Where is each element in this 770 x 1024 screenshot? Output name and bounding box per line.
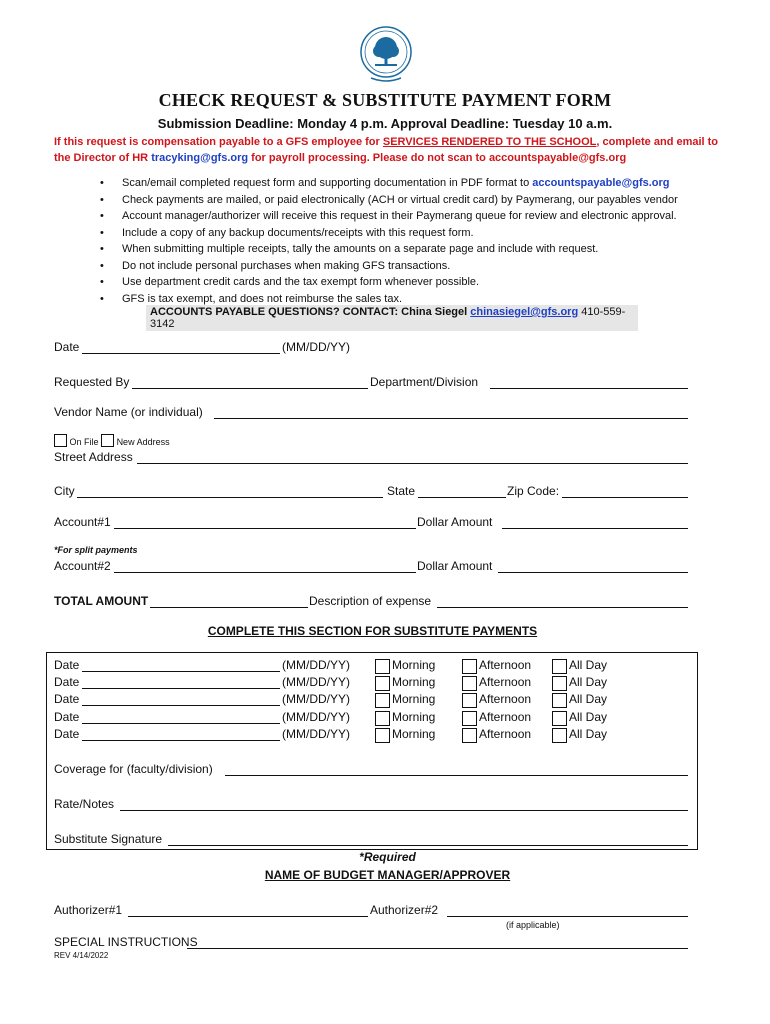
authorizer2-label: Authorizer#2 [370, 903, 439, 917]
city-label: City [54, 484, 75, 498]
afternoon-label: Afternoon [479, 675, 532, 689]
vendor-label: Vendor Name (or individual) [54, 405, 203, 419]
substitute-date-field[interactable] [82, 710, 280, 724]
substitute-date-format: (MM/DD/YY) [282, 727, 350, 741]
substitute-date-label: Date [54, 692, 80, 706]
deadline-text: Submission Deadline: Monday 4 p.m. Approval Deadline: Tuesday 10 a.m. [157, 116, 613, 131]
morning-label: Morning [392, 692, 436, 706]
all-day-checkbox[interactable] [552, 728, 567, 743]
if-applicable-note: (if applicable) [506, 920, 560, 930]
account2-label: Account#2 [54, 559, 111, 573]
all-day-checkbox[interactable] [552, 711, 567, 726]
school-seal-logo [359, 22, 413, 86]
morning-checkbox[interactable] [375, 711, 390, 726]
morning-label: Morning [392, 710, 436, 724]
special-instructions-label: SPECIAL INSTRUCTIONS [54, 935, 198, 949]
morning-checkbox[interactable] [375, 676, 390, 691]
substitute-date-format: (MM/DD/YY) [282, 658, 350, 672]
coverage-field[interactable] [225, 762, 688, 776]
substitute-date-label: Date [54, 710, 80, 724]
afternoon-checkbox[interactable] [462, 728, 477, 743]
hr-notice: If this request is compensation payable to a GFS employee for SERVICES RENDERED TO THE SCHOOL, complete and email to the Director of HR tracyking@gfs.org for payroll processing. Please do not scan to accountspayable@gfs.org [54, 136, 719, 164]
substitute-signature-field[interactable] [168, 832, 688, 846]
state-label: State [387, 484, 416, 498]
rate-notes-field[interactable] [120, 797, 688, 811]
dollar1-field[interactable] [502, 515, 688, 529]
date-field[interactable] [82, 340, 280, 354]
substitute-date-field[interactable] [82, 658, 280, 672]
services-rendered-text: SERVICES RENDERED TO THE SCHOOL [382, 136, 597, 148]
rate-notes-label: Rate/Notes [54, 797, 115, 811]
on-file-label: On File [69, 437, 99, 447]
morning-checkbox[interactable] [375, 693, 390, 708]
on-file-checkbox[interactable] [54, 434, 67, 447]
instruction-item: • GFS is tax exempt, and does not reimburse the sales tax. [100, 291, 740, 308]
city-field[interactable] [77, 484, 383, 498]
account1-label: Account#1 [54, 515, 111, 529]
instruction-item: • Use department credit cards and the tax exempt form whenever possible. [100, 274, 740, 291]
afternoon-label: Afternoon [479, 710, 532, 724]
dollar1-label: Dollar Amount [417, 515, 493, 529]
all-day-label: All Day [569, 675, 608, 689]
authorizer2-field[interactable] [447, 903, 688, 917]
morning-checkbox[interactable] [375, 728, 390, 743]
substitute-date-field[interactable] [82, 692, 280, 706]
dollar2-label: Dollar Amount [417, 559, 493, 573]
instruction-item: • Do not include personal purchases when making GFS transactions. [100, 258, 740, 275]
date-label: Date [54, 340, 80, 354]
required-note: *Required [359, 850, 416, 864]
contact-banner: ACCOUNTS PAYABLE QUESTIONS? CONTACT: China Siegel chinasiegel@gfs.org 410-559-3142 [146, 305, 638, 331]
total-amount-label: TOTAL AMOUNT [54, 594, 149, 608]
zip-field[interactable] [562, 484, 688, 498]
instructions-list [100, 175, 740, 307]
substitute-date-format: (MM/DD/YY) [282, 675, 350, 689]
requested-by-field[interactable] [132, 375, 368, 389]
date-format-label: (MM/DD/YY) [282, 340, 350, 354]
afternoon-checkbox[interactable] [462, 676, 477, 691]
afternoon-label: Afternoon [479, 658, 532, 672]
all-day-checkbox[interactable] [552, 676, 567, 691]
coverage-label: Coverage for (faculty/division) [54, 762, 213, 776]
substitute-date-format: (MM/DD/YY) [282, 710, 350, 724]
account1-field[interactable] [114, 515, 416, 529]
substitute-date-field[interactable] [82, 727, 280, 741]
total-amount-field[interactable] [150, 594, 308, 608]
afternoon-checkbox[interactable] [462, 659, 477, 674]
accounts-payable-email-link[interactable]: accountspayable@gfs.org [532, 177, 670, 189]
split-payment-note: *For split payments [54, 545, 138, 555]
zip-label: Zip Code: [507, 484, 560, 498]
instruction-item: • Check payments are mailed, or paid electronically (ACH or virtual credit card) by Paymerang, our payables vendor [100, 192, 740, 209]
all-day-label: All Day [569, 710, 608, 724]
morning-label: Morning [392, 675, 436, 689]
all-day-label: All Day [569, 692, 608, 706]
substitute-heading: COMPLETE THIS SECTION FOR SUBSTITUTE PAYMENTS [207, 624, 538, 638]
all-day-checkbox[interactable] [552, 659, 567, 674]
instruction-item: • Include a copy of any backup documents/receipts with this request form. [100, 225, 740, 242]
revision-date: REV 4/14/2022 [54, 951, 109, 960]
all-day-checkbox[interactable] [552, 693, 567, 708]
authorizer1-label: Authorizer#1 [54, 903, 123, 917]
department-label: Department/Division [370, 375, 479, 389]
state-field[interactable] [418, 484, 506, 498]
street-label: Street Address [54, 450, 133, 464]
address-options [54, 434, 170, 447]
morning-label: Morning [392, 727, 436, 741]
instruction-item: • Scan/email completed request form and supporting documentation in PDF format to accountspayable@gfs.org [100, 175, 740, 192]
afternoon-checkbox[interactable] [462, 693, 477, 708]
department-field[interactable] [490, 375, 688, 389]
all-day-label: All Day [569, 727, 608, 741]
new-address-checkbox[interactable] [101, 434, 114, 447]
instruction-item: • Account manager/authorizer will receive this request in their Paymerang queue for review and electronic approval. [100, 208, 740, 225]
dollar2-field[interactable] [498, 559, 688, 573]
requested-by-label: Requested By [54, 375, 130, 389]
substitute-signature-label: Substitute Signature [54, 832, 163, 846]
substitute-date-format: (MM/DD/YY) [282, 692, 350, 706]
special-instructions-field[interactable] [187, 935, 688, 949]
afternoon-label: Afternoon [479, 692, 532, 706]
form-title: CHECK REQUEST & SUBSTITUTE PAYMENT FORM [158, 90, 612, 110]
street-field[interactable] [137, 450, 688, 464]
approver-heading: NAME OF BUDGET MANAGER/APPROVER [264, 868, 511, 882]
account2-field[interactable] [114, 559, 416, 573]
substitute-date-label: Date [54, 675, 80, 689]
afternoon-label: Afternoon [479, 727, 532, 741]
instruction-item: • When submitting multiple receipts, tally the amounts on a separate page and include with request. [100, 241, 740, 258]
description-field[interactable] [437, 594, 688, 608]
substitute-date-label: Date [54, 658, 80, 672]
morning-label: Morning [392, 658, 436, 672]
new-address-label: New Address [116, 437, 170, 447]
afternoon-checkbox[interactable] [462, 711, 477, 726]
vendor-field[interactable] [214, 405, 688, 419]
substitute-date-field[interactable] [82, 675, 280, 689]
description-label: Description of expense [309, 594, 432, 608]
contact-email-link[interactable]: chinasiegel@gfs.org [470, 306, 579, 318]
all-day-label: All Day [569, 658, 608, 672]
substitute-date-label: Date [54, 727, 80, 741]
hr-email-link[interactable]: tracyking@gfs.org [151, 152, 249, 164]
morning-checkbox[interactable] [375, 659, 390, 674]
authorizer1-field[interactable] [128, 903, 368, 917]
